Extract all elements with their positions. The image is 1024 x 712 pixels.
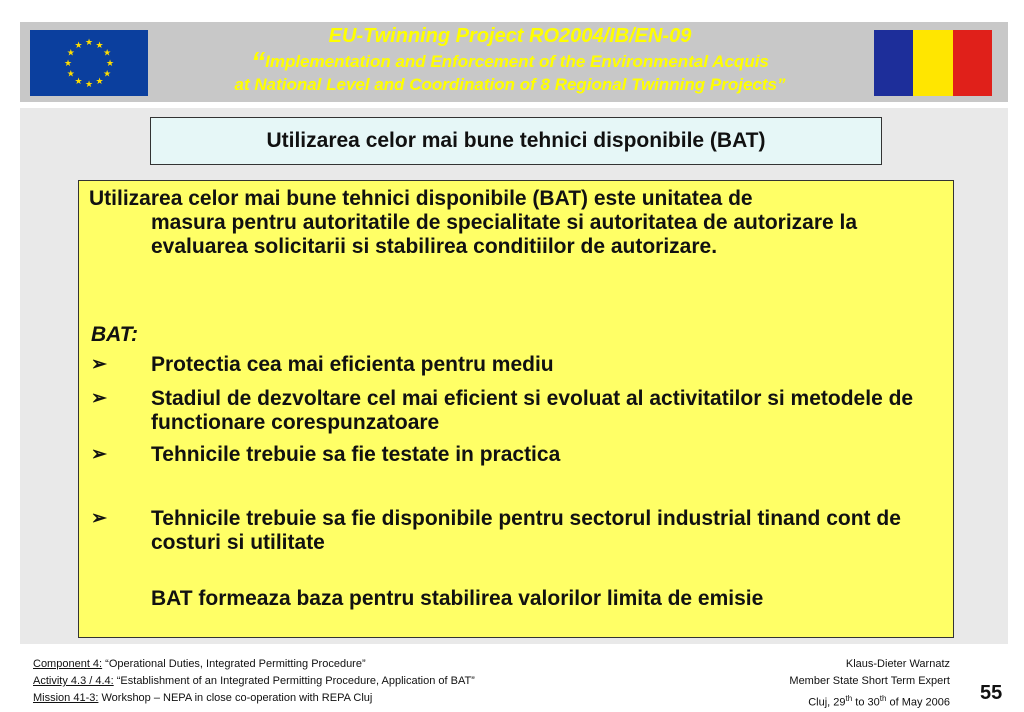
eu-star-icon: ★ bbox=[103, 68, 112, 79]
arrow-bullet-icon: ➢ bbox=[91, 354, 107, 375]
project-title bbox=[160, 26, 860, 93]
eu-star-icon: ★ bbox=[95, 39, 104, 50]
page-number: 55 bbox=[980, 682, 1003, 704]
open-quote: “ bbox=[251, 46, 266, 77]
intro-rest: masura pentru autoritatile de specialitate si autoritatea de autorizare la evaluarea solicitarii si stabilirea conditiilor de autorizare. bbox=[151, 211, 858, 258]
date-mid: to 30 bbox=[852, 696, 880, 709]
project-subtitle-line1 bbox=[160, 48, 860, 76]
arrow-bullet-icon: ➢ bbox=[91, 388, 107, 409]
footer-activity bbox=[33, 673, 475, 690]
eu-star-icon: ★ bbox=[84, 79, 94, 89]
mission-text: Workshop – NEPA in close co-operation with REPA Cluj bbox=[98, 692, 373, 704]
eu-star-icon: ★ bbox=[74, 76, 83, 87]
date-sup2: th bbox=[879, 694, 887, 703]
project-code: EU-Twinning Project RO2004/IB/EN-09 bbox=[328, 25, 692, 47]
footer-component bbox=[33, 656, 475, 673]
content-box bbox=[78, 180, 954, 638]
eu-flag-icon bbox=[30, 30, 148, 96]
bullet-text: Protectia cea mai eficienta pentru mediu bbox=[151, 353, 554, 376]
eu-star-icon: ★ bbox=[105, 58, 115, 68]
eu-star-icon: ★ bbox=[66, 47, 75, 58]
bullet-item bbox=[91, 507, 941, 555]
author-role: Member State Short Term Expert bbox=[789, 675, 950, 687]
romania-flag-icon bbox=[874, 30, 992, 96]
bat-label: BAT: bbox=[91, 323, 139, 346]
activity-text: “Establishment of an Integrated Permitting Procedure, Application of BAT” bbox=[113, 675, 475, 687]
date-prefix: Cluj, 29 bbox=[808, 696, 846, 709]
project-subtitle-text1: Implementation and Enforcement of the Environmental Acquis bbox=[265, 52, 769, 71]
bullet-text: Stadiul de dezvoltare cel mai eficient si evoluat al activitatilor si metodele de functionare corespunzatoare bbox=[151, 387, 914, 434]
eu-star-icon: ★ bbox=[103, 47, 112, 58]
bullet-item bbox=[91, 387, 941, 435]
mission-label: Mission 41-3: bbox=[33, 692, 99, 704]
date-suffix: of May 2006 bbox=[886, 696, 950, 709]
footer-mission bbox=[33, 690, 475, 707]
project-subtitle-line2: at National Level and Coordination of 8 Regional Twinning Projects” bbox=[234, 75, 786, 94]
eu-star-icon: ★ bbox=[66, 68, 75, 79]
ro-flag-yellow bbox=[913, 30, 952, 96]
event-date bbox=[789, 690, 950, 712]
conclusion-text: BAT formeaza baza pentru stabilirea valorilor limita de emisie bbox=[151, 587, 764, 610]
bullet-item bbox=[91, 443, 941, 467]
arrow-bullet-icon: ➢ bbox=[91, 444, 107, 465]
intro-first-line: Utilizarea celor mai bune tehnici disponibile (BAT) este unitatea de bbox=[89, 187, 753, 210]
ro-flag-blue bbox=[874, 30, 913, 96]
intro-paragraph bbox=[89, 187, 939, 259]
eu-star-icon: ★ bbox=[95, 76, 104, 87]
bullet-text: Tehnicile trebuie sa fie testate in practica bbox=[151, 443, 561, 466]
author-name: Klaus-Dieter Warnatz bbox=[845, 658, 950, 670]
eu-star-icon: ★ bbox=[84, 37, 94, 47]
bullet-item bbox=[91, 353, 941, 377]
bullet-text: Tehnicile trebuie sa fie disponibile pentru sectorul industrial tinand cont de costuri si utilitate bbox=[151, 507, 901, 554]
component-text: “Operational Duties, Integrated Permitting Procedure” bbox=[102, 658, 366, 670]
date-sup1: th bbox=[845, 694, 853, 703]
eu-star-icon: ★ bbox=[63, 58, 73, 68]
component-label: Component 4: bbox=[33, 658, 103, 670]
slide-title: Utilizarea celor mai bune tehnici disponibile (BAT) bbox=[150, 117, 882, 165]
arrow-bullet-icon: ➢ bbox=[91, 508, 107, 529]
eu-star-icon: ★ bbox=[74, 39, 83, 50]
activity-label: Activity 4.3 / 4.4: bbox=[33, 675, 114, 687]
footer-project-info bbox=[33, 656, 475, 707]
ro-flag-red bbox=[953, 30, 992, 96]
footer-author-info bbox=[789, 656, 950, 712]
header-banner bbox=[20, 22, 1008, 102]
